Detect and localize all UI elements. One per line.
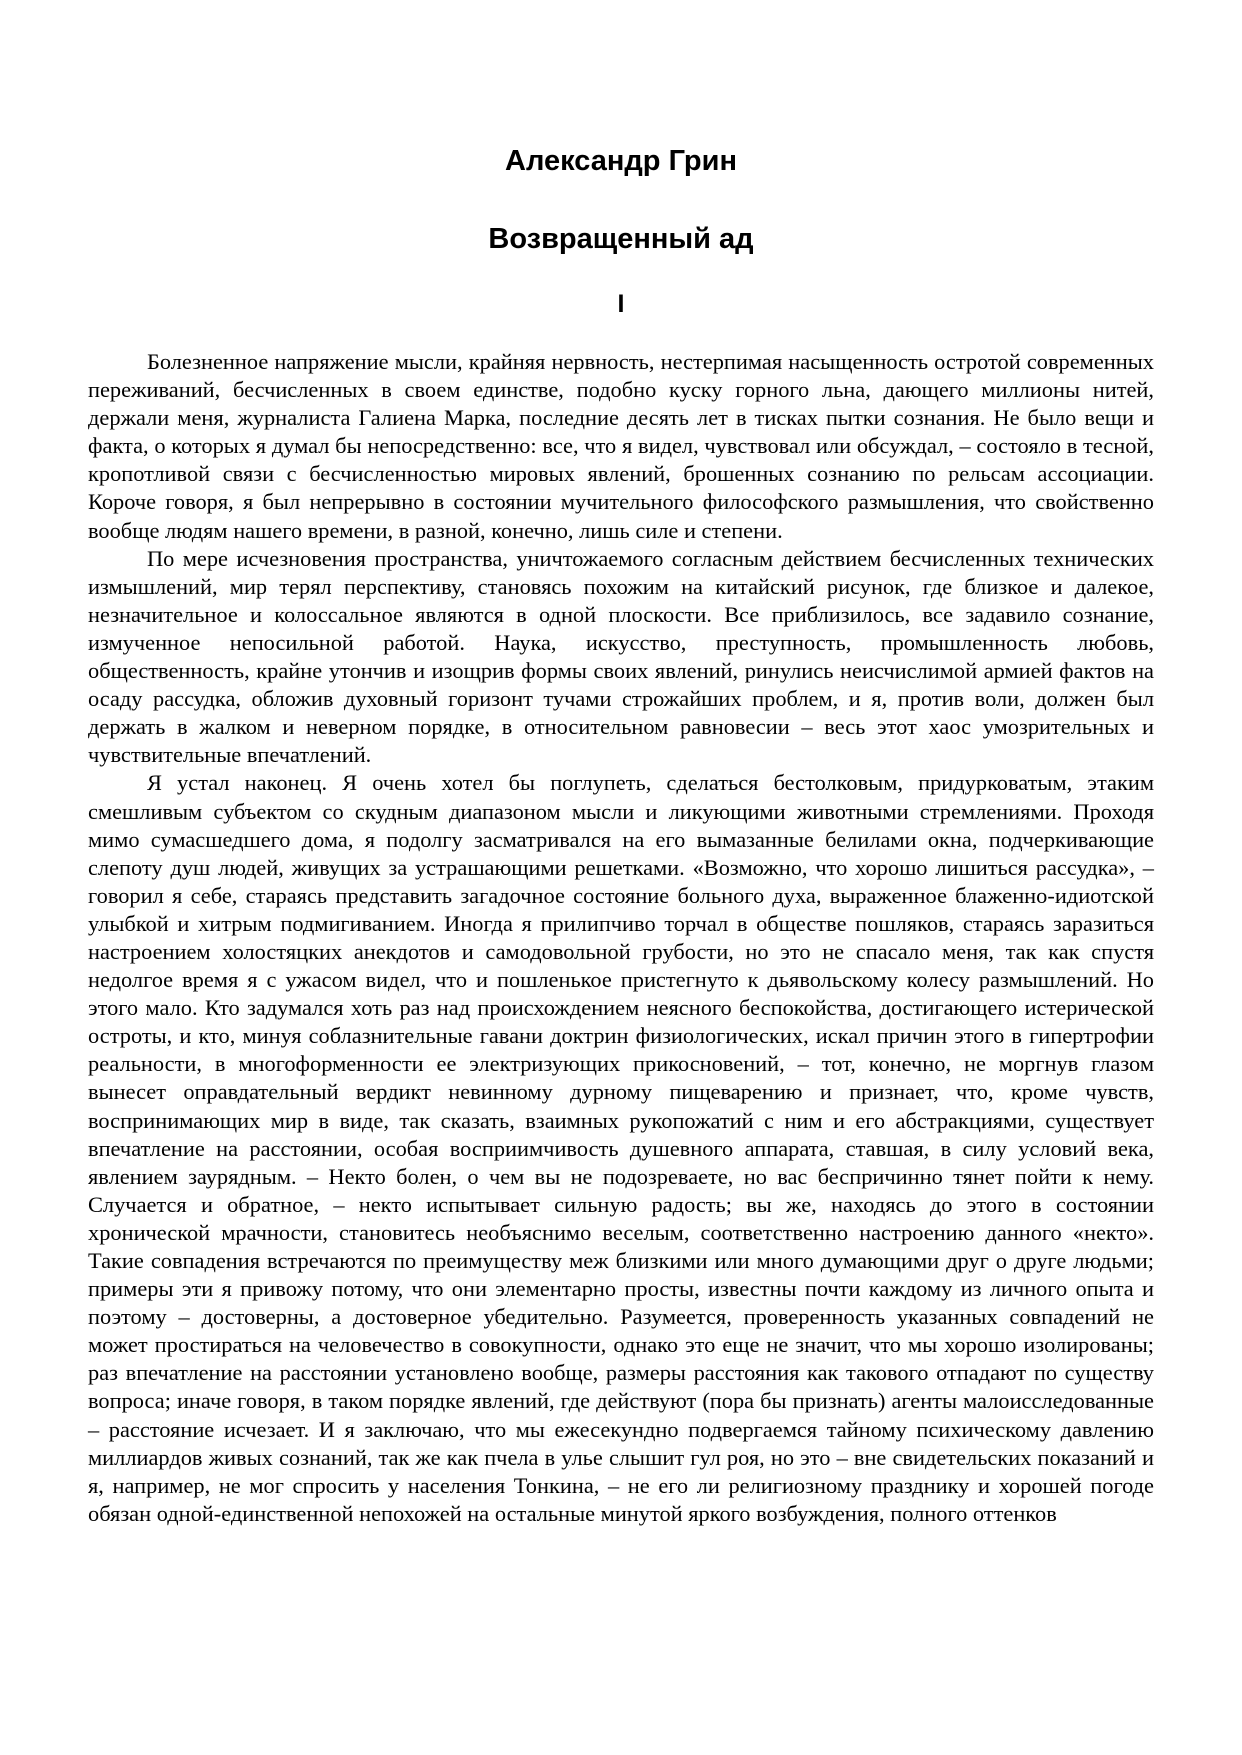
chapter-number: I <box>617 290 625 318</box>
body-text <box>88 348 1154 1528</box>
story-title: Возвращенный ад <box>488 223 754 255</box>
author-name: Александр Грин <box>505 145 737 177</box>
paragraph: Болезненное напряжение мысли, крайняя нервность, нестерпимая насыщенность остротой современных переживаний, бесчисленных в своем единстве, подобно куску горного льна, дающего миллионы нитей, держали меня, журналиста Галиена Марка, последние десять лет в тисках пытки сознания. Не было вещи и факта, о которых я думал бы непосредственно: все, что я видел, чувствовал или обсуждал, – состояло в тесной, кропотливой связи с бесчисленностью мировых явлений, брошенных сознанию по рельсам ассоциации. Короче говоря, я был непрерывно в состоянии мучительного философского размышления, что свойственно вообще людям нашего времени, в разной, конечно, лишь силе и степени. <box>88 349 1154 543</box>
paragraph: Я устал наконец. Я очень хотел бы поглупеть, сделаться бестолковым, придурковатым, этаким смешливым субъектом со скудным диапазоном мысли и ликующими животными стремлениями. Проходя мимо сумасшедшего дома, я подолгу засматривался на его вымазанные белилами окна, подчеркивающие слепоту душ людей, живущих за устрашающими решетками. «Возможно, что хорошо лишиться рассудка», – говорил я себе, стараясь представить загадочное состояние больного духа, выраженное блаженно-идиотской улыбкой и хитрым подмигиванием. Иногда я прилипчиво торчал в обществе пошляков, стараясь заразиться настроением холостяцких анекдотов и самодовольной грубости, но это не спасало меня, так как спустя недолгое время я с ужасом видел, что и пошленькое пристегнуто к дьявольскому колесу размышлений. Но этого мало. Кто задумался хоть раз над происхождением неясного беспокойства, достигающего истерической остроты, и кто, минуя соблазнительные гавани доктрин физиологических, искал причин этого в гипертрофии реальности, в многоформенности ее электризующих прикосновений, – тот, конечно, не моргнув глазом вынесет оправдательный вердикт невинному дурному пищеварению и признает, что, кроме чувств, воспринимающих мир в виде, так сказать, взаимных рукопожатий с ним и его абстракциями, существует впечатление на расстоянии, особая восприимчивость душевного аппарата, ставшая, в силу условий века, явлением заурядным. – Некто болен, о чем вы не подозреваете, но вас беспричинно тянет пойти к нему. Случается и обратное, – некто испытывает сильную радость; вы же, находясь до этого в состоянии хронической мрачности, становитесь необъяснимо веселым, соответственно настроению данного «некто». Такие совпадения встречаются по преимуществу меж близкими или много думающими друг о друге людьми; примеры эти я привожу потому, что они элементарно просты, известны почти каждому из личного опыта и поэтому – достоверны, а достоверное убедительно. Разумеется, проверенность указанных совпадений не может простираться на человечество в совокупности, однако это еще не значит, что мы хорошо изолированы; раз впечатление на расстоянии установлено вообще, размеры расстояния как такового отпадают по существу вопроса; иначе говоря, в таком порядке явлений, где действуют (пора бы признать) агенты малоисследованные – расстояние исчезает. И я заключаю, что мы ежесекундно подвергаемся тайному психическому давлению миллиардов живых сознаний, так же как пчела в улье слышит гул роя, но это – вне свидетельских показаний и я, например, не мог спросить у населения Тонкина, – не его ли религиозному празднику и хорошей погоде обязан одной-единственной непохожей на остальные минутой яркого возбуждения, полного оттенков <box>88 770 1154 1526</box>
paragraph: По мере исчезновения пространства, уничтожаемого согласным действием бесчисленных технических измышлений, мир терял перспективу, становясь похожим на китайский рисунок, где близкое и далекое, незначительное и колоссальное являются в одной плоскости. Все приблизилось, все задавило сознание, измученное непосильной работой. Наука, искусство, преступность, промышленность любовь, общественность, крайне утончив и изощрив формы своих явлений, ринулись неисчислимой армией фактов на осаду рассудка, обложив духовный горизонт тучами строжайших проблем, и я, против воли, должен был держать в жалком и неверном порядке, в относительном равновесии – весь этот хаос умозрительных и чувствительные впечатлений. <box>88 545 1154 768</box>
